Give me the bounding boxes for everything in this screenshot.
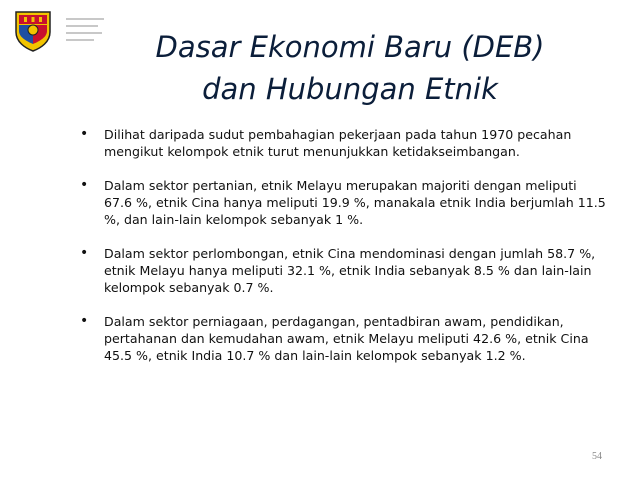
bullet-dot: • bbox=[80, 126, 89, 142]
page-number: 54 bbox=[592, 451, 602, 462]
bullet-item bbox=[78, 126, 608, 160]
bullet-item bbox=[78, 313, 608, 364]
bullet-dot: • bbox=[80, 177, 89, 193]
bullet-item bbox=[78, 245, 608, 296]
bullet-list bbox=[78, 126, 608, 364]
bullet-text: Dalam sektor perlombongan, etnik Cina mendominasi dengan jumlah 58.7 %, etnik Melayu hanya meliputi 32.1 %, etnik India sebanyak 8.5 % dan lain-lain kelompok sebanyak 0.7 %. bbox=[104, 246, 596, 295]
slide-title bbox=[120, 26, 580, 110]
university-logo bbox=[10, 8, 100, 52]
bullet-text: Dalam sektor perniagaan, perdagangan, pentadbiran awam, pendidikan, pertahanan dan kemudahan awam, etnik Melayu meliputi 42.6 %, etnik Cina 45.5 %, etnik India 10.7 % dan lain-lain kelompok sebanyak 1.2 %. bbox=[104, 314, 589, 363]
slide-title-line-1: Dasar Ekonomi Baru (DEB) bbox=[155, 30, 545, 64]
bullet-dot: • bbox=[80, 313, 89, 329]
university-crest-icon bbox=[10, 8, 56, 52]
bullet-text: Dalam sektor pertanian, etnik Melayu merupakan majoriti dengan meliputi 67.6 %, etnik Cina hanya meliputi 19.9 %, manakala etnik India berjumlah 11.5 %, dan lain-lain kelompok sebanyak 1 %. bbox=[104, 178, 606, 227]
slide-title-line-2: dan Hubungan Etnik bbox=[202, 72, 498, 106]
logo-text-lines bbox=[66, 18, 104, 46]
bullet-dot: • bbox=[80, 245, 89, 261]
bullet-item bbox=[78, 177, 608, 228]
bullet-text: Dilihat daripada sudut pembahagian pekerjaan pada tahun 1970 pecahan mengikut kelompok etnik turut menunjukkan ketidakseimbangan. bbox=[104, 127, 572, 159]
